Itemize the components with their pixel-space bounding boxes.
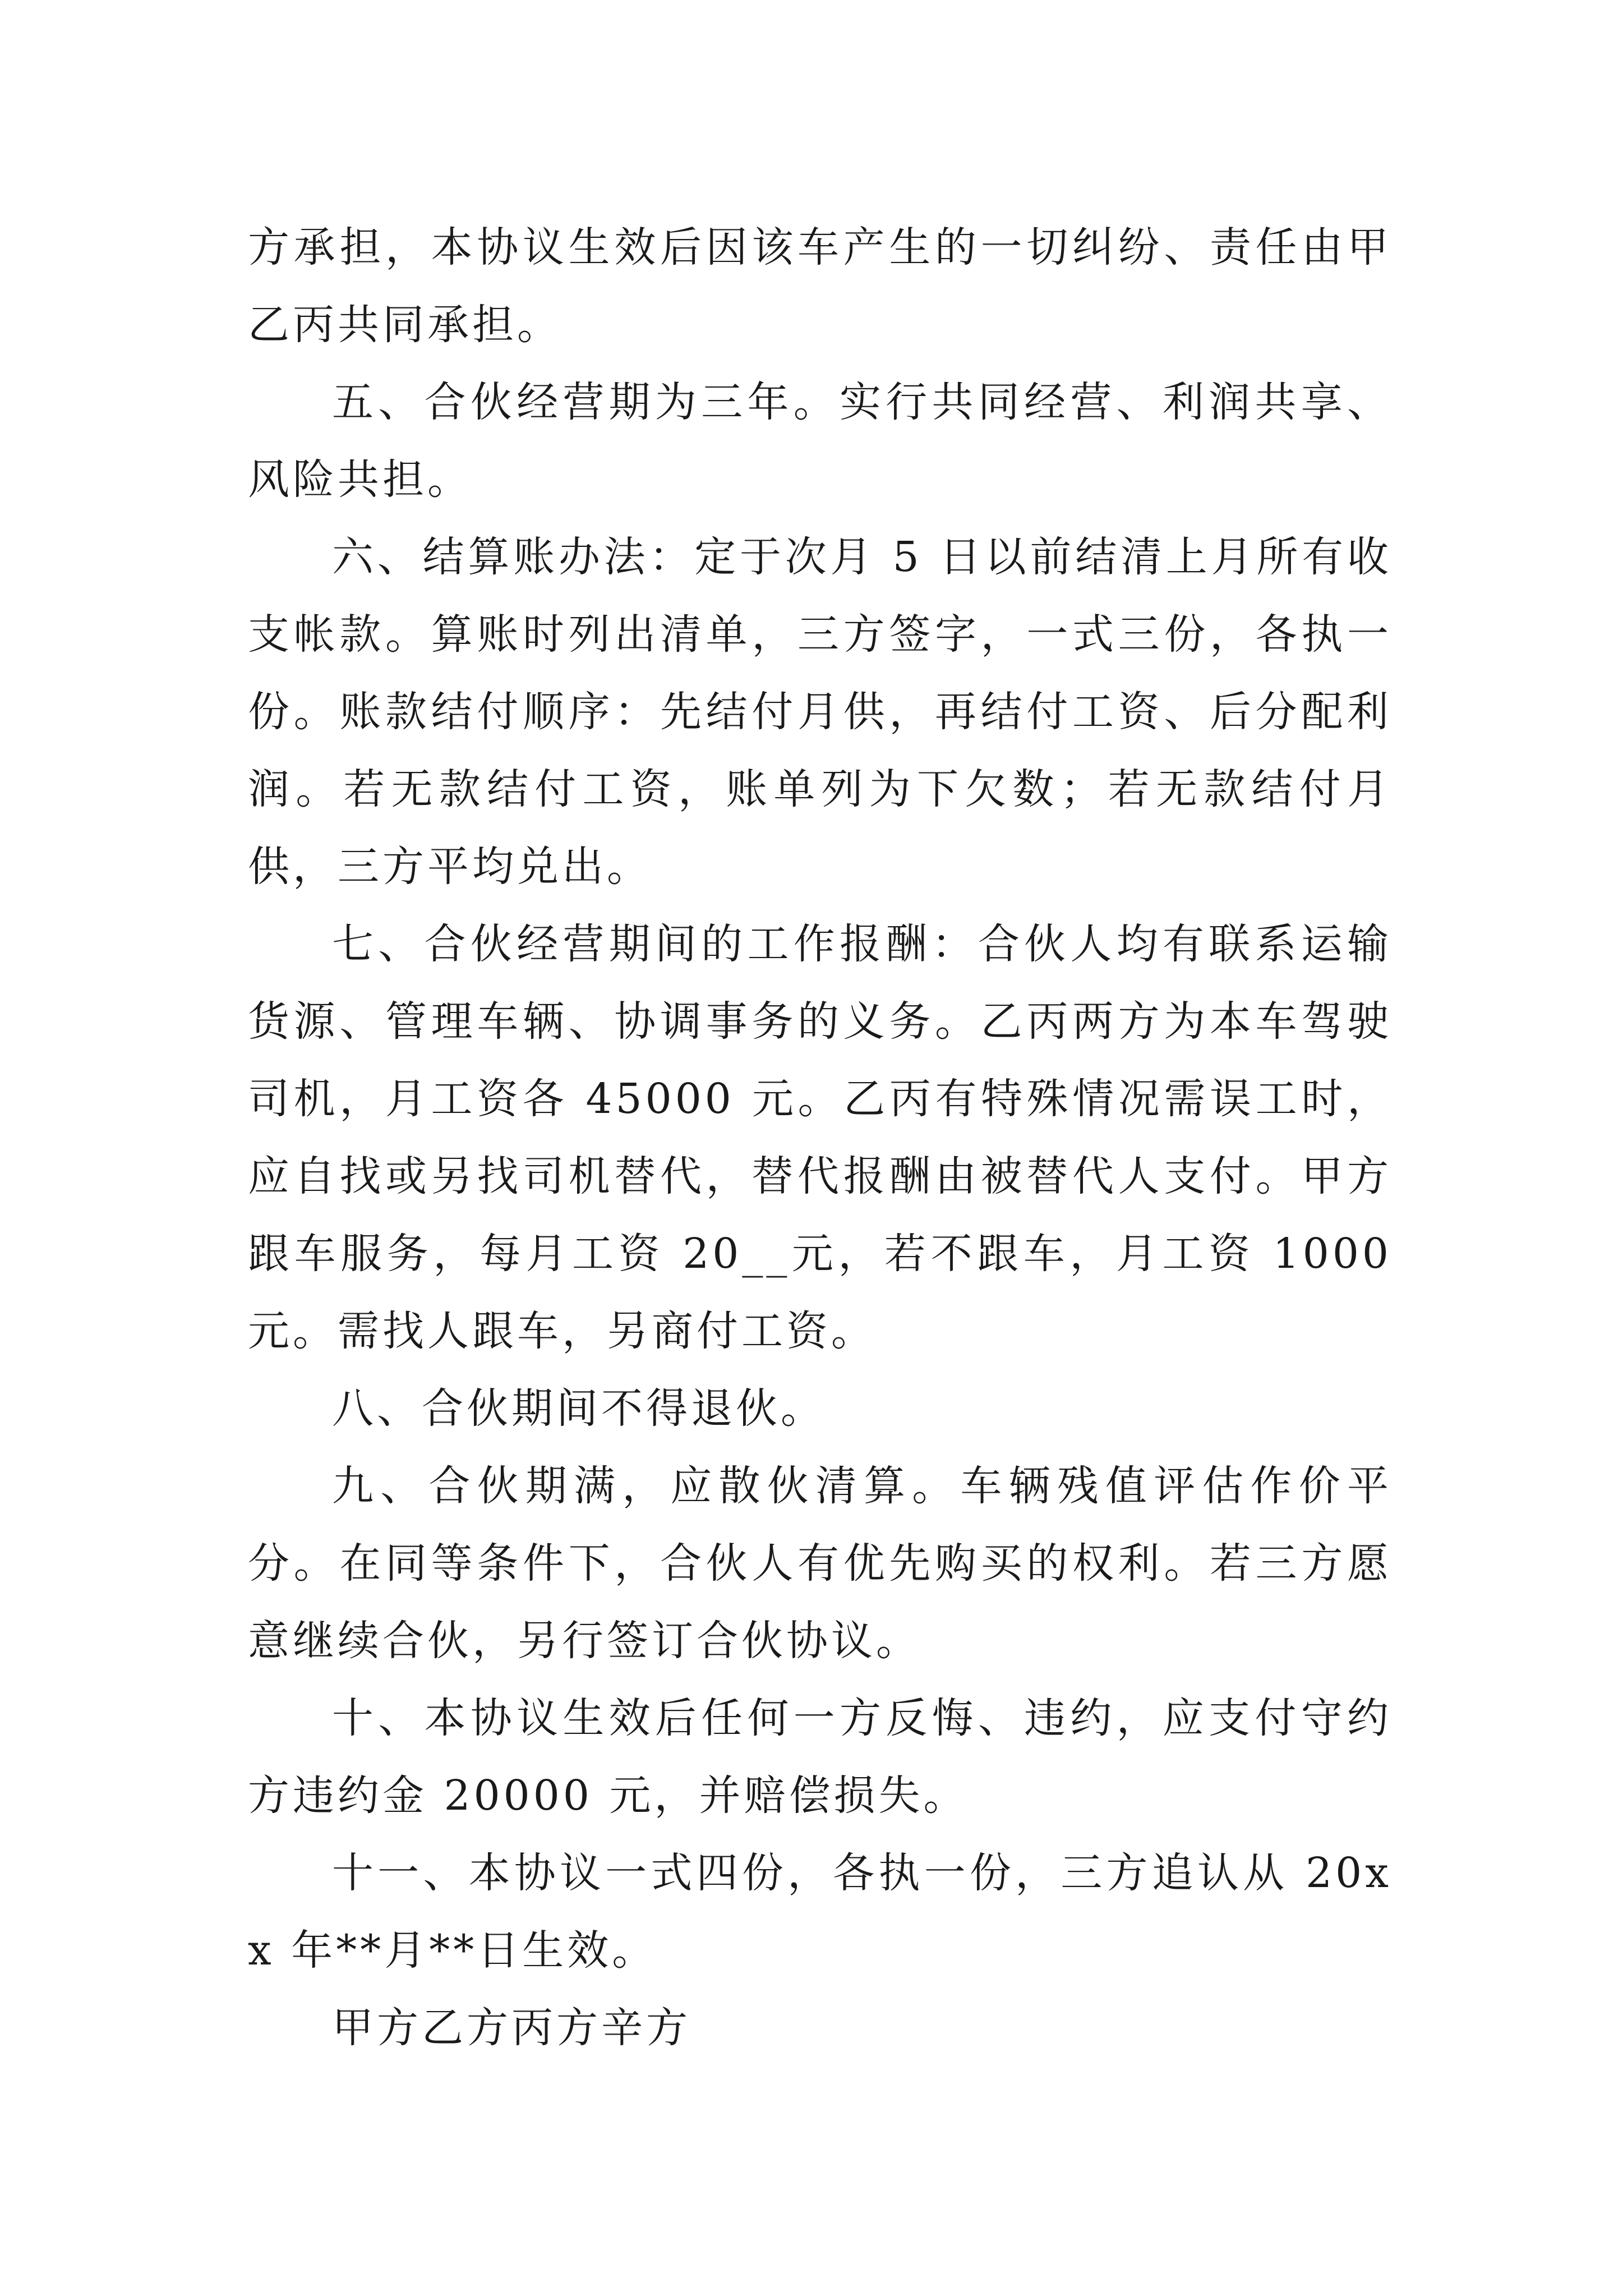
paragraph-clause-7: 七、合伙经营期间的工作报酬：合伙人均有联系运输货源、管理车辆、协调事务的义务。乙丙两方为本车驾驶司机，月工资各 45000 元。乙丙有特殊情况需误工时，应自找或另找司机替代，替代报酬由被替代人支付。甲方跟车服务，每月工资 20__元，若不跟车，月工资 1000 元。需找人跟车，另商付工资。 xyxy=(248,920,1392,1355)
paragraph-clause-9: 九、合伙期满，应散伙清算。车辆残值评估作价平分。在同等条件下，合伙人有优先购买的权利。若三方愿意继续合伙，另行签订合伙协议。 xyxy=(248,1462,1392,1665)
signature-line: 甲方乙方丙方辛方 xyxy=(332,2004,691,2052)
paragraph-clause-5: 五、合伙经营期为三年。实行共同经营、利润共享、风险共担。 xyxy=(248,378,1392,504)
paragraph-clause-11: 十一、本协议一式四份，各执一份，三方追认从 20xx 年**月**日生效。 xyxy=(248,1849,1392,1975)
document-body xyxy=(248,209,1392,2067)
paragraph-clause-8: 八、合伙期间不得退伙。 xyxy=(332,1384,826,1433)
paragraph-clause-6: 六、结算账办法：定于次月 5 日以前结清上月所有收支帐款。算账时列出清单，三方签字，一式三份，各执一份。账款结付顺序：先结付月供，再结付工资、后分配利润。若无款结付工资，账单列为下欠数；若无款结付月供，三方平均兑出。 xyxy=(248,533,1392,891)
paragraph-continuation: 方承担，本协议生效后因该车产生的一切纠纷、责任由甲乙丙共同承担。 xyxy=(248,223,1392,349)
paragraph-clause-10: 十、本协议生效后任何一方反悔、违约，应支付守约方违约金 20000 元，并赔偿损失。 xyxy=(248,1694,1392,1820)
